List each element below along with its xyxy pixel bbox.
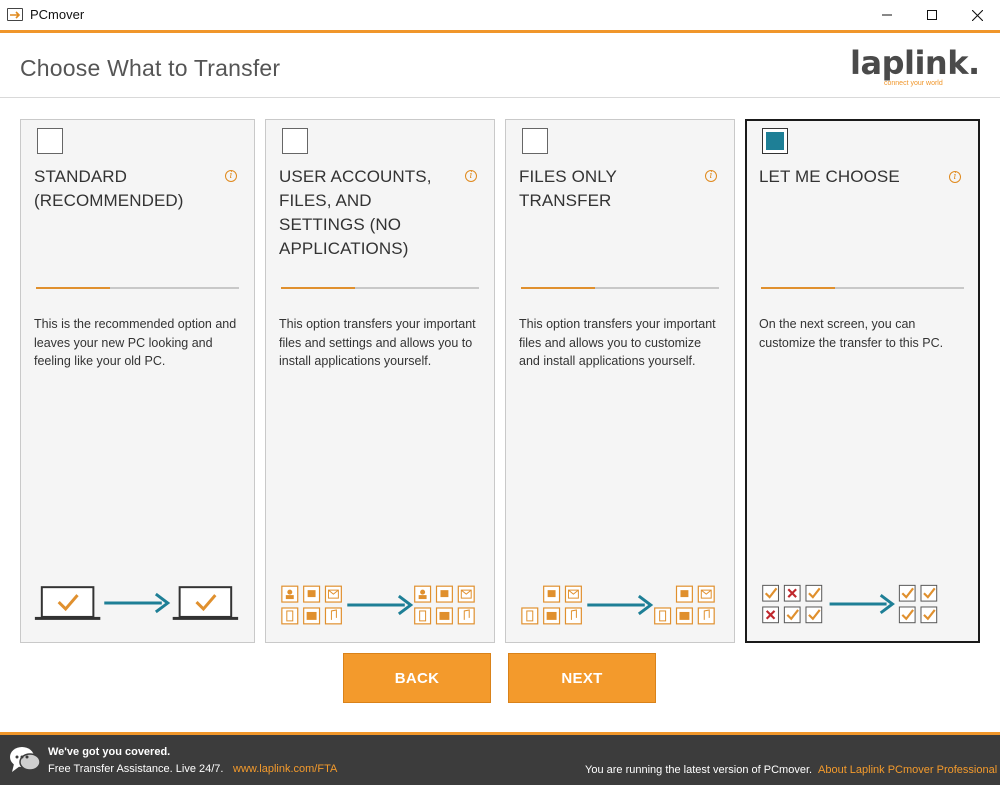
option-divider (521, 287, 719, 289)
logo-tagline: connect your world (884, 80, 943, 87)
photo-icon (547, 612, 557, 620)
page-title: Choose What to Transfer (20, 55, 281, 81)
transfer-illustration (506, 572, 734, 642)
about-link[interactable]: About Laplink PCmover Professional (818, 764, 998, 776)
info-icon[interactable]: i (705, 170, 717, 182)
main-content (0, 99, 1000, 733)
option-title: LET ME CHOOSE (759, 167, 900, 186)
option-card-standard[interactable] (20, 119, 255, 643)
arrow-right-icon (104, 594, 167, 612)
transfer-illustration (21, 572, 254, 642)
close-icon (972, 10, 983, 21)
minimize-icon (882, 10, 892, 20)
chat-icon (8, 744, 42, 776)
option-divider (281, 287, 479, 289)
photo-icon (439, 612, 449, 620)
version-status: You are running the latest version of PCmover. (585, 764, 813, 776)
laptop-icon (173, 587, 238, 620)
option-title: STANDARD (RECOMMENDED) (34, 167, 184, 210)
back-button[interactable]: BACK (343, 653, 491, 703)
folder-icon (548, 590, 556, 597)
option-title: USER ACCOUNTS, FILES, AND SETTINGS (NO APPLICATIONS) (279, 167, 432, 258)
maximize-button[interactable] (909, 0, 955, 30)
arrow-right-icon (830, 595, 893, 613)
option-divider (761, 287, 964, 289)
option-card-let-me-choose[interactable] (745, 119, 980, 643)
option-checkbox-files-only[interactable] (522, 128, 548, 154)
logo-wordmark: laplink. (850, 44, 980, 82)
laptop-icon (35, 587, 100, 620)
maximize-icon (927, 10, 937, 20)
option-description: This option transfers your important files and allows you to customize and install applications yourself. (519, 317, 716, 368)
arrow-right-icon (347, 596, 410, 614)
transfer-illustration (747, 571, 978, 641)
arrow-right-icon (587, 596, 650, 614)
option-checkbox-let-me-choose[interactable] (762, 128, 788, 154)
footer (0, 735, 1000, 785)
option-description: This is the recommended option and leaves your new PC looking and feeling like your old PC. (34, 317, 237, 368)
page-header (0, 33, 1000, 98)
info-icon[interactable]: i (225, 170, 237, 182)
photo-icon (679, 612, 689, 620)
app-icon (7, 8, 23, 21)
window-title: PCmover (30, 7, 85, 22)
next-button[interactable]: NEXT (508, 653, 656, 703)
folder-icon (440, 590, 448, 597)
option-card-files-only[interactable] (505, 119, 735, 643)
user-icon (420, 590, 425, 595)
close-button[interactable] (954, 0, 1000, 30)
option-checkbox-standard[interactable] (37, 128, 63, 154)
info-icon[interactable]: i (949, 171, 961, 183)
option-checkbox-user-accounts[interactable] (282, 128, 308, 154)
photo-icon (307, 612, 317, 620)
laplink-logo (850, 44, 980, 88)
minimize-button[interactable] (864, 0, 910, 30)
option-divider (36, 287, 239, 289)
user-icon (287, 590, 292, 595)
info-icon[interactable]: i (465, 170, 477, 182)
option-description: On the next screen, you can customize the transfer to this PC. (759, 317, 944, 350)
fta-link[interactable]: www.laplink.com/FTA (233, 763, 338, 775)
title-bar (0, 0, 1000, 30)
footer-subline: Free Transfer Assistance. Live 24/7. (48, 763, 224, 775)
option-title: FILES ONLY TRANSFER (519, 167, 617, 210)
option-description: This option transfers your important files and settings and allows you to install applications yourself. (279, 317, 476, 368)
folder-icon (680, 590, 688, 597)
option-card-user-accounts[interactable] (265, 119, 495, 643)
transfer-illustration (266, 572, 494, 642)
folder-icon (308, 590, 316, 597)
footer-headline: We've got you covered. (48, 746, 171, 758)
